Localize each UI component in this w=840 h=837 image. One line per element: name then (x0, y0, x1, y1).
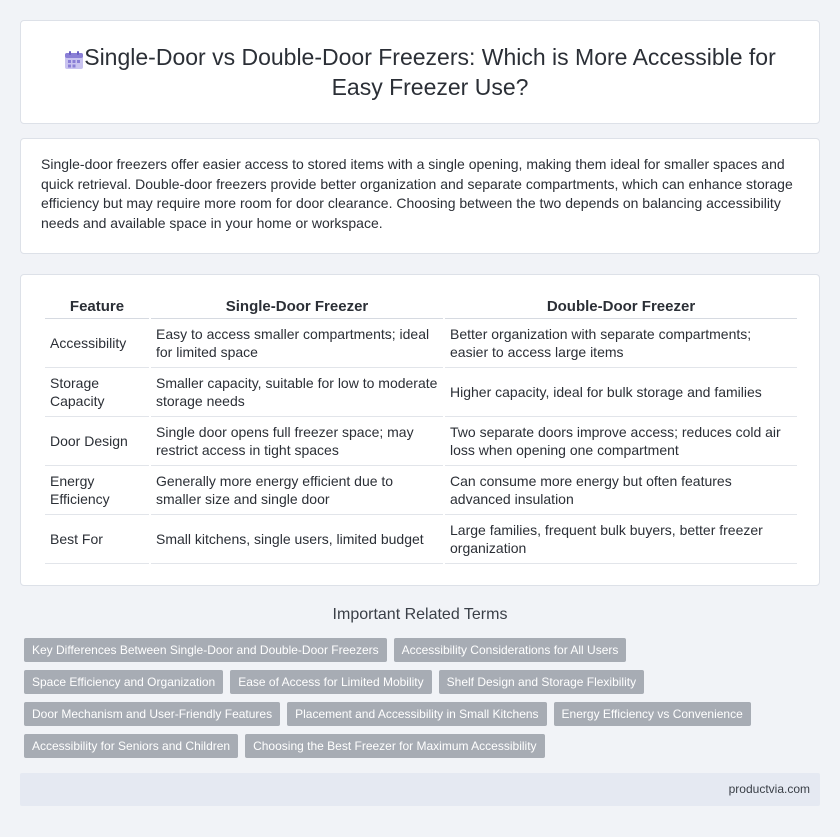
tag-seniors-children[interactable]: Accessibility for Seniors and Children (24, 734, 238, 758)
tag-placement-small-kitchens[interactable]: Placement and Accessibility in Small Kitchens (287, 702, 546, 726)
title-wrap (21, 21, 819, 123)
related-terms-tags (24, 638, 824, 766)
tag-row (24, 702, 824, 726)
comparison-card (20, 274, 820, 586)
cell-single: Small kitchens, single users, limited budget (151, 515, 443, 564)
tag-row (24, 670, 824, 694)
tag-accessibility-considerations[interactable]: Accessibility Considerations for All Users (394, 638, 627, 662)
cell-single: Generally more energy efficient due to smaller size and single door (151, 466, 443, 515)
tag-energy-vs-convenience[interactable]: Energy Efficiency vs Convenience (554, 702, 751, 726)
cell-feature: Storage Capacity (45, 368, 149, 417)
page-title: Single-Door vs Double-Door Freezers: Which is More Accessible for Easy Freezer Use? (84, 44, 776, 100)
tag-shelf-design[interactable]: Shelf Design and Storage Flexibility (439, 670, 644, 694)
tag-choosing-best-freezer[interactable]: Choosing the Best Freezer for Maximum Accessibility (245, 734, 544, 758)
related-terms-title: Important Related Terms (332, 606, 508, 623)
tag-space-efficiency[interactable]: Space Efficiency and Organization (24, 670, 223, 694)
cell-double: Two separate doors improve access; reduces cold air loss when opening one compartment (445, 417, 797, 466)
header-card (20, 20, 820, 124)
cell-single: Easy to access smaller compartments; ideal for limited space (151, 319, 443, 368)
cell-feature: Energy Efficiency (45, 466, 149, 515)
intro-card (20, 138, 820, 254)
table-row (45, 515, 797, 564)
footer (20, 773, 820, 806)
tag-row (24, 734, 824, 758)
header-single-door: Single-Door Freezer (151, 295, 443, 319)
header-double-door: Double-Door Freezer (445, 295, 797, 319)
cell-feature: Door Design (45, 417, 149, 466)
header-feature: Feature (45, 295, 149, 319)
cell-double: Large families, frequent bulk buyers, better freezer organization (445, 515, 797, 564)
table-row (45, 417, 797, 466)
table-row (45, 319, 797, 368)
table-row (45, 368, 797, 417)
comparison-table (43, 295, 799, 564)
table-header-row (45, 295, 797, 319)
tag-row (24, 638, 824, 662)
tag-key-differences[interactable]: Key Differences Between Single-Door and Double-Door Freezers (24, 638, 387, 662)
cell-feature: Accessibility (45, 319, 149, 368)
cell-single: Single door opens full freezer space; may restrict access in tight spaces (151, 417, 443, 466)
tag-ease-of-access[interactable]: Ease of Access for Limited Mobility (230, 670, 431, 694)
cell-double: Better organization with separate compartments; easier to access large items (445, 319, 797, 368)
intro-paragraph: Single-door freezers offer easier access to stored items with a single opening, making them ideal for smaller spaces and quick retrieval. Double-door freezers provide better organization and separate compartments, which can enhance storage efficiency but may require more room for door clearance. Choosing between the two depends on balancing accessibility needs and available space in your home or workspace. (41, 156, 793, 231)
cell-double: Higher capacity, ideal for bulk storage and families (445, 368, 797, 417)
tag-door-mechanism[interactable]: Door Mechanism and User-Friendly Features (24, 702, 280, 726)
cell-single: Smaller capacity, suitable for low to moderate storage needs (151, 368, 443, 417)
cell-feature: Best For (45, 515, 149, 564)
footer-site-link[interactable]: productvia.com (728, 782, 810, 796)
table-row (45, 466, 797, 515)
cell-double: Can consume more energy but often features advanced insulation (445, 466, 797, 515)
